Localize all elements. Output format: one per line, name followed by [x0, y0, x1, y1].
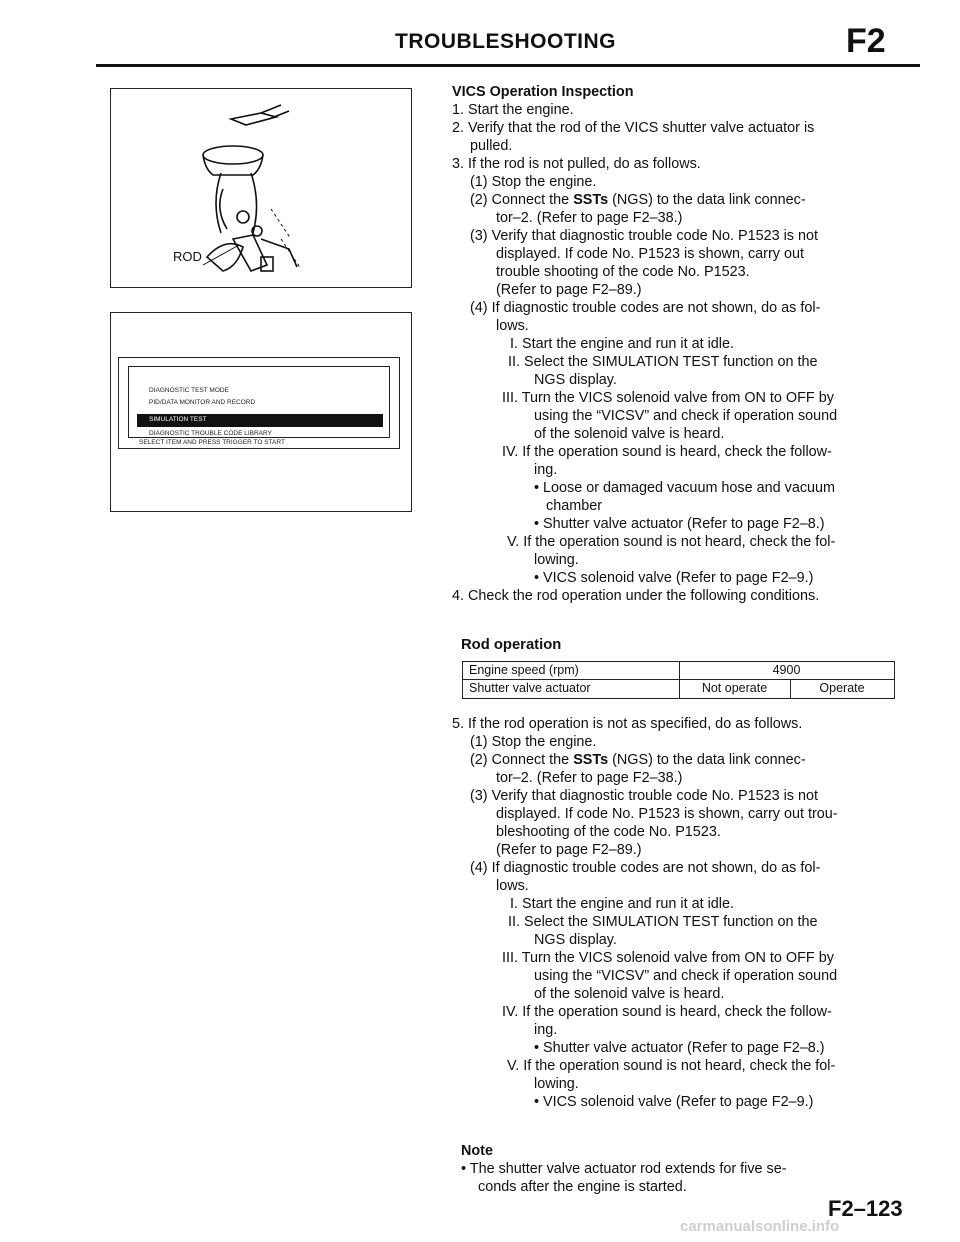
- substep-cont: (Refer to page F2–89.): [496, 842, 642, 858]
- rod-label: ROD: [173, 249, 202, 264]
- substep-text: (NGS) to the data link connec-: [608, 192, 806, 208]
- roman-step-cont: lowing.: [534, 1076, 579, 1092]
- bullet-item: • VICS solenoid valve (Refer to page F2–9.): [534, 570, 814, 586]
- rod-operation-table: [462, 661, 895, 699]
- substep-cont: lows.: [496, 878, 529, 894]
- roman-step: V. If the operation sound is not heard, check the fol-: [507, 534, 836, 550]
- roman-step-cont: NGS display.: [534, 372, 617, 388]
- substep-cont: tor–2. (Refer to page F2–38.): [496, 210, 683, 226]
- substep: (1) Stop the engine.: [470, 734, 597, 750]
- substep: (3) Verify that diagnostic trouble code No. P1523 is not: [470, 228, 818, 244]
- step: 3. If the rod is not pulled, do as follows.: [452, 156, 701, 172]
- step: 5. If the rod operation is not as specified, do as follows.: [452, 716, 803, 732]
- note-text-cont: conds after the engine is started.: [478, 1179, 687, 1195]
- substep-cont: displayed. If code No. P1523 is shown, carry out: [496, 246, 804, 262]
- roman-step: IV. If the operation sound is heard, check the follow-: [502, 444, 832, 460]
- rod-operation-title: Rod operation: [461, 637, 562, 653]
- substep: (4) If diagnostic trouble codes are not shown, do as fol-: [470, 300, 821, 316]
- roman-step: II. Select the SIMULATION TEST function on the: [508, 354, 818, 370]
- substep: (4) If diagnostic trouble codes are not shown, do as fol-: [470, 860, 821, 876]
- table-row: [463, 662, 894, 680]
- roman-step: III. Turn the VICS solenoid valve from ON to OFF by: [502, 950, 834, 966]
- table-cell: Operate: [819, 681, 865, 695]
- roman-step: III. Turn the VICS solenoid valve from ON to OFF by: [502, 390, 834, 406]
- substep-cont: trouble shooting of the code No. P1523.: [496, 264, 750, 280]
- table-cell: Not operate: [701, 681, 768, 695]
- ngs-prompt: SELECT ITEM AND PRESS TRIGGER TO START: [139, 439, 285, 446]
- substep: (3) Verify that diagnostic trouble code No. P1523 is not: [470, 788, 818, 804]
- table-cell: Engine speed (rpm): [469, 663, 579, 677]
- table-cell: 4900: [772, 663, 801, 677]
- substep-text: (2) Connect the: [470, 752, 574, 768]
- substep-text: (NGS) to the data link connec-: [608, 752, 806, 768]
- ngs-screen: [118, 357, 400, 449]
- roman-step-cont: ing.: [534, 462, 558, 478]
- roman-step: II. Select the SIMULATION TEST function on the: [508, 914, 818, 930]
- section-heading: VICS Operation Inspection: [452, 84, 634, 100]
- bullet-item: • Shutter valve actuator (Refer to page F2–8.): [534, 1040, 825, 1056]
- section-code: F2: [846, 22, 886, 60]
- substep-cont: lows.: [496, 318, 529, 334]
- roman-step-cont: NGS display.: [534, 932, 617, 948]
- header-rule: [96, 64, 920, 67]
- table-cell: Shutter valve actuator: [469, 681, 591, 695]
- substep: [470, 752, 806, 770]
- roman-step-cont: using the “VICSV” and check if operation sound: [534, 968, 838, 984]
- roman-step: I. Start the engine and run it at idle.: [510, 336, 734, 352]
- roman-step: IV. If the operation sound is heard, check the follow-: [502, 1004, 832, 1020]
- menu-item[interactable]: DIAGNOSTIC TROUBLE CODE LIBRARY: [149, 430, 272, 437]
- ngs-display-figure: [110, 312, 412, 512]
- page-number: F2–123: [828, 1196, 903, 1221]
- step-cont: pulled.: [470, 138, 513, 154]
- menu-item-highlighted[interactable]: [137, 414, 383, 427]
- menu-item[interactable]: DIAGNOSTIC TEST MODE: [149, 387, 229, 394]
- roman-step-cont: lowing.: [534, 552, 579, 568]
- roman-step-cont: ing.: [534, 1022, 558, 1038]
- bullet-item-cont: chamber: [546, 498, 602, 514]
- substep-cont: (Refer to page F2–89.): [496, 282, 642, 298]
- sst-term: SSTs: [573, 752, 609, 768]
- substep-cont: bleshooting of the code No. P1523.: [496, 824, 721, 840]
- step: 2. Verify that the rod of the VICS shutter valve actuator is: [452, 120, 815, 136]
- substep: (1) Stop the engine.: [470, 174, 597, 190]
- table-row: [463, 680, 894, 698]
- roman-step-cont: of the solenoid valve is heard.: [534, 986, 725, 1002]
- menu-item-highlighted-label: SIMULATION TEST: [149, 416, 207, 423]
- page-title: TROUBLESHOOTING: [395, 30, 616, 53]
- ngs-menu: [128, 366, 390, 438]
- roman-step: I. Start the engine and run it at idle.: [510, 896, 734, 912]
- step: 4. Check the rod operation under the following conditions.: [452, 588, 820, 604]
- watermark: carmanualsonline.info: [680, 1218, 840, 1235]
- bullet-item: • Loose or damaged vacuum hose and vacuum: [534, 480, 836, 496]
- step: 1. Start the engine.: [452, 102, 574, 118]
- roman-step-cont: using the “VICSV” and check if operation sound: [534, 408, 838, 424]
- substep-cont: tor–2. (Refer to page F2–38.): [496, 770, 683, 786]
- bullet-item: • VICS solenoid valve (Refer to page F2–9.): [534, 1094, 814, 1110]
- note-text: • The shutter valve actuator rod extends for five se-: [461, 1161, 787, 1177]
- actuator-drawing: [111, 89, 411, 287]
- roman-step: V. If the operation sound is not heard, check the fol-: [507, 1058, 836, 1074]
- substep: [470, 192, 806, 210]
- note-heading: Note: [461, 1143, 493, 1159]
- roman-step-cont: of the solenoid valve is heard.: [534, 426, 725, 442]
- substep-text: (2) Connect the: [470, 192, 574, 208]
- substep-cont: displayed. If code No. P1523 is shown, carry out trou-: [496, 806, 838, 822]
- menu-item[interactable]: PID/DATA MONITOR AND RECORD: [149, 399, 256, 406]
- sst-term: SSTs: [573, 192, 609, 208]
- bullet-item: • Shutter valve actuator (Refer to page F2–8.): [534, 516, 825, 532]
- rod-illustration: [110, 88, 412, 288]
